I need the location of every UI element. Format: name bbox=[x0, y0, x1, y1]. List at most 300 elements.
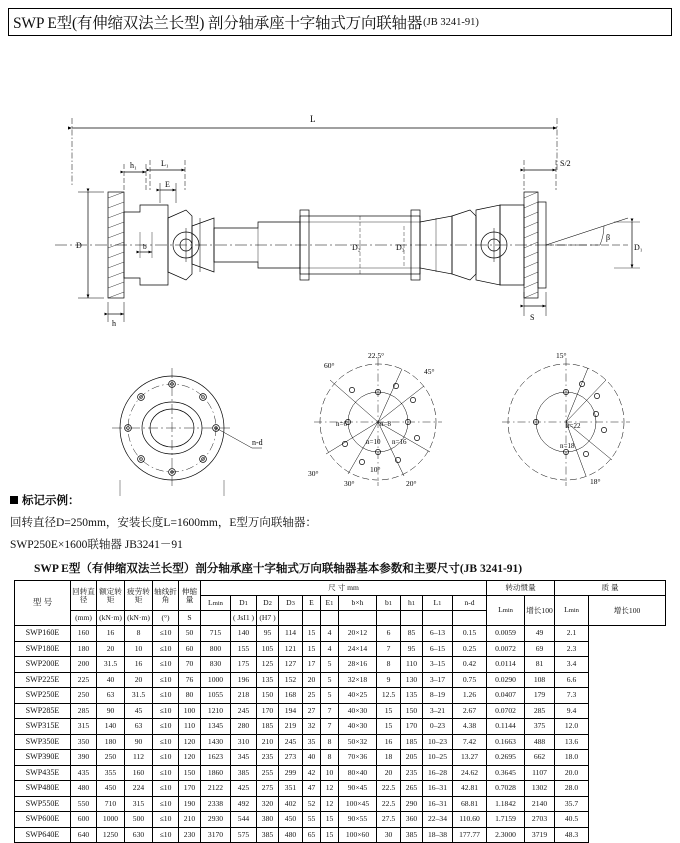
cell-h1: 95 bbox=[401, 641, 423, 657]
cell-m1: 662 bbox=[525, 750, 555, 766]
dim-h-d1: D1 bbox=[231, 596, 257, 611]
cell-D3: 168 bbox=[279, 688, 303, 704]
cell-Tn: 355 bbox=[97, 765, 125, 781]
unit-l1 bbox=[423, 611, 453, 626]
cell-b1: 22.5 bbox=[377, 781, 401, 797]
cell-i2: 0.0059 bbox=[487, 626, 525, 642]
cell-D: 250 bbox=[71, 688, 97, 704]
cell-Tn: 63 bbox=[97, 688, 125, 704]
cell-D2: 275 bbox=[257, 781, 279, 797]
cell-h1: 130 bbox=[401, 672, 423, 688]
cell-Lmin: 1623 bbox=[201, 750, 231, 766]
cell-nd: 2.67 bbox=[453, 703, 487, 719]
svg-text:45°: 45° bbox=[424, 367, 435, 376]
svg-text:10°: 10° bbox=[370, 465, 381, 474]
cell-Tn: 1000 bbox=[97, 812, 125, 828]
cell-b1: 6 bbox=[377, 626, 401, 642]
cell-D: 640 bbox=[71, 827, 97, 843]
cell-E1: 8 bbox=[321, 750, 339, 766]
cell-D2: 95 bbox=[257, 626, 279, 642]
cell-h1: 185 bbox=[401, 734, 423, 750]
cell-Tf: 224 bbox=[125, 781, 153, 797]
cell-i2: 0.0114 bbox=[487, 657, 525, 673]
cell-Tn: 1250 bbox=[97, 827, 125, 843]
cell-E1: 10 bbox=[321, 765, 339, 781]
cell-m1: 81 bbox=[525, 657, 555, 673]
cell-h1: 385 bbox=[401, 827, 423, 843]
table-row bbox=[15, 703, 666, 719]
cell-D2: 170 bbox=[257, 703, 279, 719]
cell-m2: 13.6 bbox=[555, 734, 589, 750]
example-heading bbox=[10, 492, 670, 508]
standard-code: (JB 3241-91) bbox=[423, 16, 479, 28]
cell-m1: 285 bbox=[525, 703, 555, 719]
cell-Tn: 250 bbox=[97, 750, 125, 766]
cell-b1: 22.5 bbox=[377, 796, 401, 812]
svg-text:n=8: n=8 bbox=[380, 420, 391, 428]
cell-Lmin: 1860 bbox=[201, 765, 231, 781]
cell-Tn: 180 bbox=[97, 734, 125, 750]
dim-h-h1: h1 bbox=[401, 596, 423, 611]
cell-Tf: 160 bbox=[125, 765, 153, 781]
cell-E1: 7 bbox=[321, 703, 339, 719]
cell-D1: 544 bbox=[231, 812, 257, 828]
cell-i2: 0.2695 bbox=[487, 750, 525, 766]
bullet-square-icon bbox=[10, 496, 18, 504]
mass-h-b: 增长100 bbox=[589, 596, 666, 626]
cell-Tf: 10 bbox=[125, 641, 153, 657]
cell-E: 52 bbox=[303, 796, 321, 812]
col-dims-group: 尺 寸 mm bbox=[201, 581, 487, 596]
cell-i2: 1.7159 bbox=[487, 812, 525, 828]
svg-text:D₁: D₁ bbox=[634, 243, 643, 252]
cell-L1: 3–21 bbox=[423, 703, 453, 719]
unit-e bbox=[303, 611, 321, 626]
table-row bbox=[15, 765, 666, 781]
cell-S: 120 bbox=[179, 734, 201, 750]
cell-E1: 15 bbox=[321, 812, 339, 828]
cell-beta: ≤10 bbox=[153, 641, 179, 657]
cell-L1: 3–15 bbox=[423, 657, 453, 673]
cell-D3: 114 bbox=[279, 626, 303, 642]
svg-text:n=22: n=22 bbox=[566, 422, 581, 430]
cell-i2: 1.1842 bbox=[487, 796, 525, 812]
table-head bbox=[15, 581, 666, 626]
cell-m2: 18.0 bbox=[555, 750, 589, 766]
cell-S: 70 bbox=[179, 657, 201, 673]
cell-b1: 8 bbox=[377, 657, 401, 673]
cell-L1: 16–31 bbox=[423, 781, 453, 797]
svg-text:n=16: n=16 bbox=[392, 438, 407, 446]
cell-D: 160 bbox=[71, 626, 97, 642]
cell-b1: 9 bbox=[377, 672, 401, 688]
cell-D1: 245 bbox=[231, 703, 257, 719]
cell-E1: 12 bbox=[321, 781, 339, 797]
cell-Tf: 630 bbox=[125, 827, 153, 843]
cell-Tn: 450 bbox=[97, 781, 125, 797]
table-row bbox=[15, 781, 666, 797]
cell-m1: 49 bbox=[525, 626, 555, 642]
cell-Tf: 315 bbox=[125, 796, 153, 812]
svg-text:S: S bbox=[530, 313, 535, 322]
svg-text:E: E bbox=[165, 180, 170, 189]
cell-h1: 170 bbox=[401, 719, 423, 735]
cell-m1: 179 bbox=[525, 688, 555, 704]
table-row bbox=[15, 796, 666, 812]
cell-D1: 385 bbox=[231, 765, 257, 781]
cell-Tn: 140 bbox=[97, 719, 125, 735]
specification-table bbox=[14, 580, 666, 843]
cell-model: SWP180E bbox=[15, 641, 71, 657]
cell-Tf: 500 bbox=[125, 812, 153, 828]
cell-b1: 16 bbox=[377, 734, 401, 750]
cell-E1: 4 bbox=[321, 626, 339, 642]
cell-D2: 320 bbox=[257, 796, 279, 812]
cell-model: SWP390E bbox=[15, 750, 71, 766]
cell-beta: ≤10 bbox=[153, 796, 179, 812]
svg-text:β: β bbox=[606, 233, 611, 242]
cell-E: 55 bbox=[303, 812, 321, 828]
cell-E1: 12 bbox=[321, 796, 339, 812]
cell-Tf: 90 bbox=[125, 734, 153, 750]
cell-D3: 402 bbox=[279, 796, 303, 812]
cell-bh: 20×12 bbox=[339, 626, 377, 642]
svg-text:n=18: n=18 bbox=[560, 442, 575, 450]
cell-Tf: 8 bbox=[125, 626, 153, 642]
cell-D3: 121 bbox=[279, 641, 303, 657]
svg-text:n=10: n=10 bbox=[366, 438, 381, 446]
unit-nd bbox=[453, 611, 487, 626]
cell-model: SWP160E bbox=[15, 626, 71, 642]
cell-E: 20 bbox=[303, 672, 321, 688]
table-caption: SWP E型（有伸缩双法兰长型）剖分轴承座十字轴式万向联轴器基本参数和主要尺寸(JB 3241-91) bbox=[34, 563, 523, 575]
svg-text:D₂: D₂ bbox=[352, 243, 361, 252]
cell-S: 210 bbox=[179, 812, 201, 828]
cell-bh: 80×40 bbox=[339, 765, 377, 781]
cell-Lmin: 830 bbox=[201, 657, 231, 673]
cell-Lmin: 2338 bbox=[201, 796, 231, 812]
marking-example bbox=[10, 492, 670, 552]
svg-text:n-d: n-d bbox=[252, 438, 263, 447]
svg-text:L: L bbox=[310, 114, 316, 124]
cell-nd: 1.26 bbox=[453, 688, 487, 704]
cell-bh: 90×45 bbox=[339, 781, 377, 797]
table-body bbox=[15, 626, 666, 843]
cell-beta: ≤10 bbox=[153, 703, 179, 719]
cell-beta: ≤10 bbox=[153, 719, 179, 735]
cell-m1: 2703 bbox=[525, 812, 555, 828]
cell-Tf: 112 bbox=[125, 750, 153, 766]
cell-m1: 2140 bbox=[525, 796, 555, 812]
cell-bh: 100×45 bbox=[339, 796, 377, 812]
cell-bh: 70×36 bbox=[339, 750, 377, 766]
technical-drawing bbox=[0, 40, 680, 488]
cell-beta: ≤10 bbox=[153, 672, 179, 688]
cell-beta: ≤10 bbox=[153, 750, 179, 766]
mass-h-a: Lmin bbox=[555, 596, 589, 626]
cell-m2: 20.0 bbox=[555, 765, 589, 781]
cell-D2: 235 bbox=[257, 750, 279, 766]
col-model: 型 号 bbox=[15, 581, 71, 626]
cell-D2: 380 bbox=[257, 812, 279, 828]
cell-D: 180 bbox=[71, 641, 97, 657]
cell-E: 42 bbox=[303, 765, 321, 781]
table-row bbox=[15, 657, 666, 673]
cell-m1: 1302 bbox=[525, 781, 555, 797]
cell-nd: 110.60 bbox=[453, 812, 487, 828]
svg-text:20°: 20° bbox=[406, 479, 417, 488]
table-row bbox=[15, 688, 666, 704]
cell-Lmin: 1210 bbox=[201, 703, 231, 719]
svg-text:D₃: D₃ bbox=[396, 243, 405, 252]
cell-h1: 150 bbox=[401, 703, 423, 719]
cell-E: 25 bbox=[303, 688, 321, 704]
cell-D: 285 bbox=[71, 703, 97, 719]
cell-D2: 125 bbox=[257, 657, 279, 673]
cell-D3: 152 bbox=[279, 672, 303, 688]
cell-E1: 5 bbox=[321, 672, 339, 688]
cell-m2: 28.0 bbox=[555, 781, 589, 797]
svg-text:D: D bbox=[76, 241, 82, 250]
cell-h1: 110 bbox=[401, 657, 423, 673]
cell-b1: 7 bbox=[377, 641, 401, 657]
cell-m1: 488 bbox=[525, 734, 555, 750]
unit-h1 bbox=[401, 611, 423, 626]
table-row bbox=[15, 672, 666, 688]
cell-L1: 10–23 bbox=[423, 734, 453, 750]
cell-Lmin: 3170 bbox=[201, 827, 231, 843]
svg-text:h: h bbox=[112, 319, 116, 328]
cell-beta: ≤10 bbox=[153, 657, 179, 673]
cell-i2: 0.1144 bbox=[487, 719, 525, 735]
cell-i2: 0.1663 bbox=[487, 734, 525, 750]
cell-E1: 7 bbox=[321, 719, 339, 735]
cell-beta: ≤10 bbox=[153, 827, 179, 843]
col-inertia-group: 转动惯量 bbox=[487, 581, 555, 596]
cell-L1: 18–38 bbox=[423, 827, 453, 843]
cell-h1: 360 bbox=[401, 812, 423, 828]
document-title-bar bbox=[8, 8, 672, 36]
cell-D2: 210 bbox=[257, 734, 279, 750]
cell-D3: 194 bbox=[279, 703, 303, 719]
cell-m2: 35.7 bbox=[555, 796, 589, 812]
cell-D2: 105 bbox=[257, 641, 279, 657]
cell-bh: 100×60 bbox=[339, 827, 377, 843]
cell-Lmin: 1055 bbox=[201, 688, 231, 704]
cell-S: 76 bbox=[179, 672, 201, 688]
cell-Lmin: 2122 bbox=[201, 781, 231, 797]
cell-D3: 299 bbox=[279, 765, 303, 781]
cell-D1: 345 bbox=[231, 750, 257, 766]
cell-model: SWP640E bbox=[15, 827, 71, 843]
cell-beta: ≤10 bbox=[153, 734, 179, 750]
col-stroke: 伸缩量 bbox=[179, 581, 201, 611]
cell-Lmin: 1000 bbox=[201, 672, 231, 688]
cell-E: 65 bbox=[303, 827, 321, 843]
cell-D: 435 bbox=[71, 765, 97, 781]
cell-S: 230 bbox=[179, 827, 201, 843]
cell-E: 27 bbox=[303, 703, 321, 719]
svg-text:18°: 18° bbox=[590, 477, 601, 486]
cell-S: 60 bbox=[179, 641, 201, 657]
cell-E: 47 bbox=[303, 781, 321, 797]
cell-D3: 219 bbox=[279, 719, 303, 735]
col-angle: 轴线折角 bbox=[153, 581, 179, 611]
unit-angle: (°) bbox=[153, 611, 179, 626]
cell-model: SWP435E bbox=[15, 765, 71, 781]
cell-model: SWP225E bbox=[15, 672, 71, 688]
cell-D3: 351 bbox=[279, 781, 303, 797]
dim-h-bh: b×h bbox=[339, 596, 377, 611]
table-row bbox=[15, 750, 666, 766]
table-row bbox=[15, 719, 666, 735]
svg-text:30°: 30° bbox=[344, 479, 355, 488]
dim-h-e: E bbox=[303, 596, 321, 611]
cell-D: 480 bbox=[71, 781, 97, 797]
cell-Tn: 16 bbox=[97, 626, 125, 642]
cell-D2: 255 bbox=[257, 765, 279, 781]
cell-D3: 480 bbox=[279, 827, 303, 843]
cell-Tn: 40 bbox=[97, 672, 125, 688]
cell-i2: 0.0290 bbox=[487, 672, 525, 688]
cell-nd: 42.81 bbox=[453, 781, 487, 797]
cell-Lmin: 1345 bbox=[201, 719, 231, 735]
dim-h-e1: E1 bbox=[321, 596, 339, 611]
inertia-h-a: Lmin bbox=[487, 596, 525, 626]
cell-model: SWP285E bbox=[15, 703, 71, 719]
svg-text:30°: 30° bbox=[308, 469, 319, 478]
cell-nd: 0.25 bbox=[453, 641, 487, 657]
cell-h1: 290 bbox=[401, 796, 423, 812]
header-row-groups bbox=[15, 581, 666, 596]
cell-b1: 12.5 bbox=[377, 688, 401, 704]
cell-m1: 375 bbox=[525, 719, 555, 735]
cell-h1: 85 bbox=[401, 626, 423, 642]
cell-m2: 7.3 bbox=[555, 688, 589, 704]
cell-D: 550 bbox=[71, 796, 97, 812]
cell-h1: 265 bbox=[401, 781, 423, 797]
cell-nd: 0.42 bbox=[453, 657, 487, 673]
table-row bbox=[15, 734, 666, 750]
cell-m2: 6.6 bbox=[555, 672, 589, 688]
dim-h-d2: D2 bbox=[257, 596, 279, 611]
cell-Tn: 90 bbox=[97, 703, 125, 719]
cell-m1: 108 bbox=[525, 672, 555, 688]
cell-S: 170 bbox=[179, 781, 201, 797]
unit-e1 bbox=[321, 611, 339, 626]
cell-Tf: 20 bbox=[125, 672, 153, 688]
cell-D1: 155 bbox=[231, 641, 257, 657]
cell-m1: 69 bbox=[525, 641, 555, 657]
dim-h-lmin: Lmin bbox=[201, 596, 231, 611]
cell-Tn: 20 bbox=[97, 641, 125, 657]
cell-D: 350 bbox=[71, 734, 97, 750]
example-line-2: SWP250E×1600联轴器 JB3241－91 bbox=[10, 539, 183, 551]
cell-h1: 205 bbox=[401, 750, 423, 766]
cell-D3: 127 bbox=[279, 657, 303, 673]
col-mass-group: 质 量 bbox=[555, 581, 666, 596]
cell-D: 315 bbox=[71, 719, 97, 735]
cell-m2: 12.0 bbox=[555, 719, 589, 735]
example-line-1: 回转直径D=250mm，安装长度L=1600mm，E型万向联轴器： bbox=[10, 517, 317, 529]
svg-text:22.5°: 22.5° bbox=[368, 351, 385, 360]
cell-beta: ≤10 bbox=[153, 765, 179, 781]
cell-Lmin: 2930 bbox=[201, 812, 231, 828]
cell-S: 100 bbox=[179, 703, 201, 719]
cell-Tf: 31.5 bbox=[125, 688, 153, 704]
cell-nd: 0.15 bbox=[453, 626, 487, 642]
svg-text:S/2: S/2 bbox=[560, 159, 571, 168]
cell-model: SWP550E bbox=[15, 796, 71, 812]
cell-nd: 4.38 bbox=[453, 719, 487, 735]
example-heading-text: 标记示例： bbox=[22, 495, 80, 507]
cell-bh: 50×32 bbox=[339, 734, 377, 750]
unit-b1 bbox=[377, 611, 401, 626]
cell-model: SWP250E bbox=[15, 688, 71, 704]
svg-text:h₁: h₁ bbox=[130, 161, 137, 170]
cell-E1: 15 bbox=[321, 827, 339, 843]
cell-D: 600 bbox=[71, 812, 97, 828]
cell-D1: 280 bbox=[231, 719, 257, 735]
cell-m2: 9.4 bbox=[555, 703, 589, 719]
cell-E: 40 bbox=[303, 750, 321, 766]
cell-model: SWP315E bbox=[15, 719, 71, 735]
cell-m2: 3.4 bbox=[555, 657, 589, 673]
cell-S: 50 bbox=[179, 626, 201, 642]
cell-m1: 1107 bbox=[525, 765, 555, 781]
cell-beta: ≤10 bbox=[153, 626, 179, 642]
cell-bh: 24×14 bbox=[339, 641, 377, 657]
cell-i2: 0.7028 bbox=[487, 781, 525, 797]
cell-Tn: 710 bbox=[97, 796, 125, 812]
cell-Tn: 31.5 bbox=[97, 657, 125, 673]
cell-i2: 0.3645 bbox=[487, 765, 525, 781]
cell-nd: 7.42 bbox=[453, 734, 487, 750]
cell-Lmin: 715 bbox=[201, 626, 231, 642]
cell-S: 80 bbox=[179, 688, 201, 704]
cell-b1: 15 bbox=[377, 703, 401, 719]
cell-nd: 0.75 bbox=[453, 672, 487, 688]
cell-model: SWP480E bbox=[15, 781, 71, 797]
cell-D: 200 bbox=[71, 657, 97, 673]
cell-beta: ≤10 bbox=[153, 781, 179, 797]
cell-E1: 5 bbox=[321, 688, 339, 704]
cell-D1: 196 bbox=[231, 672, 257, 688]
cell-Tf: 45 bbox=[125, 703, 153, 719]
dim-h-b1: b1 bbox=[377, 596, 401, 611]
unit-d1: ( JsI1 ) bbox=[231, 611, 257, 626]
col-fatigue: 疲劳转矩 bbox=[125, 581, 153, 611]
cell-D1: 492 bbox=[231, 796, 257, 812]
dim-h-l1: L1 bbox=[423, 596, 453, 611]
cell-E: 32 bbox=[303, 719, 321, 735]
inertia-h-b: 增长100 bbox=[525, 596, 555, 626]
cell-bh: 40×30 bbox=[339, 719, 377, 735]
svg-text:60°: 60° bbox=[324, 361, 335, 370]
cell-S: 120 bbox=[179, 750, 201, 766]
cell-b1: 30 bbox=[377, 827, 401, 843]
cell-E: 15 bbox=[303, 626, 321, 642]
cell-beta: ≤10 bbox=[153, 812, 179, 828]
cell-D3: 245 bbox=[279, 734, 303, 750]
cell-nd: 68.81 bbox=[453, 796, 487, 812]
cell-m2: 2.3 bbox=[555, 641, 589, 657]
cell-D3: 450 bbox=[279, 812, 303, 828]
cell-D: 225 bbox=[71, 672, 97, 688]
cell-Tf: 63 bbox=[125, 719, 153, 735]
cell-Tf: 16 bbox=[125, 657, 153, 673]
cell-D3: 273 bbox=[279, 750, 303, 766]
